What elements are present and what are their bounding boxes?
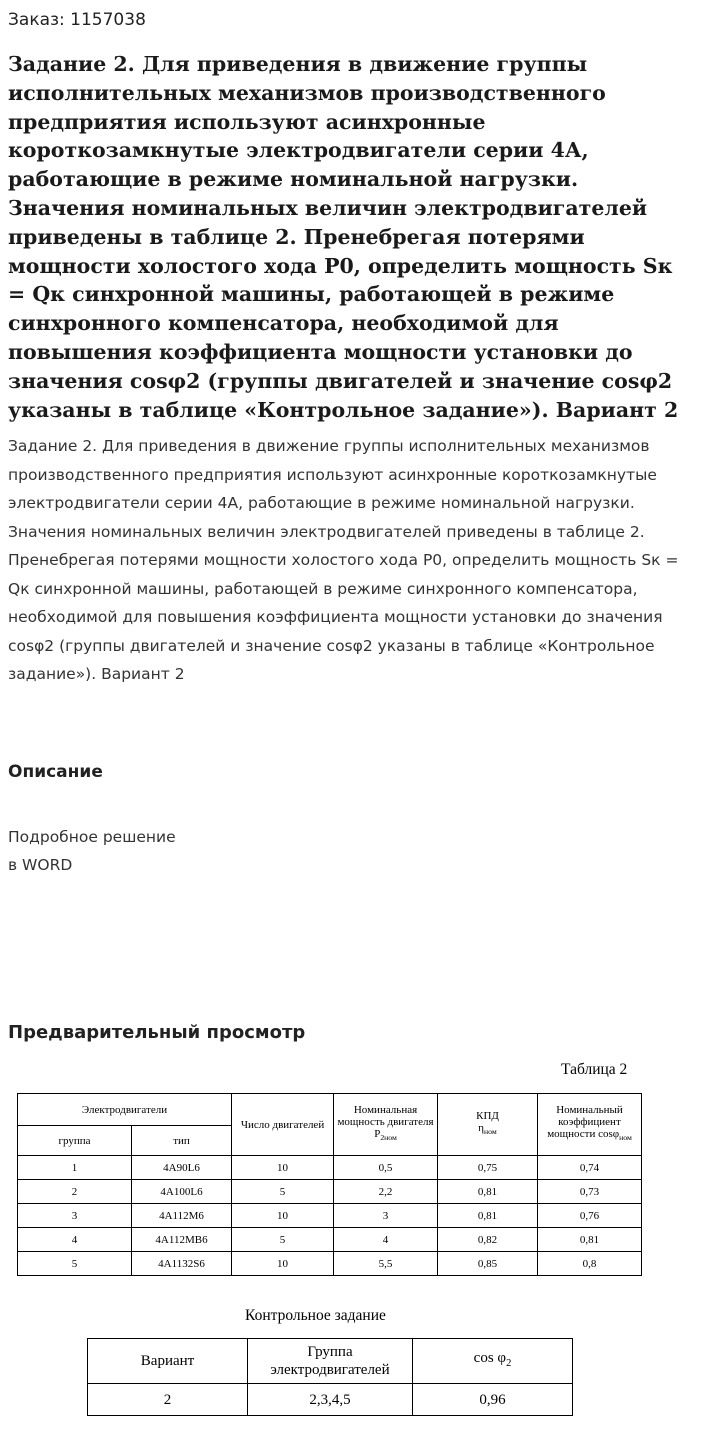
header-power <box>334 1094 438 1156</box>
control-group-value: 2,3,4,5 <box>248 1384 413 1416</box>
table-row <box>18 1180 642 1204</box>
cell-power: 3 <box>334 1204 438 1228</box>
cell-power: 5,5 <box>334 1252 438 1276</box>
header-cos-symbol: cosφ <box>598 1128 620 1141</box>
header-power-label: Номинальная мощность двигателя <box>337 1104 434 1129</box>
motors-table <box>17 1093 642 1276</box>
table-header-row <box>18 1094 642 1126</box>
cell-cos: 0,81 <box>538 1228 642 1252</box>
control-header-cos <box>413 1339 573 1384</box>
header-efficiency-subscript: ном <box>484 1127 497 1137</box>
page-title: Задание 2. Для приведения в движение группы исполнительных механизмов производственного предприятия используют асинхронные короткозамкнутые электродвигатели серии 4А, работающие в режиме номинальной нагрузки. Значения номинальных величин электродвигателей приведены в таблице 2. Пренебрегая потерями мощности холостого хода Р0, определить мощность Sк = Qк синхронной машины, работающей в режиме синхронного компенсатора, необходимой для повышения коэффициента мощности установки до значения cosφ2 (группы двигателей и значение cosφ2 указаны в таблице «Контрольное задание»). Вариант 2 <box>8 52 679 422</box>
table2-caption: Таблица 2 <box>561 1061 628 1078</box>
cell-type: 4A1132S6 <box>132 1252 232 1276</box>
header-efficiency-label: КПД <box>476 1110 499 1123</box>
cell-count: 10 <box>232 1156 334 1180</box>
table-row <box>18 1252 642 1276</box>
cell-group: 3 <box>18 1204 132 1228</box>
header-efficiency-symbol: η <box>478 1122 485 1135</box>
control-cos-value: 0,96 <box>413 1384 573 1416</box>
cell-type: 4A90L6 <box>132 1156 232 1180</box>
cell-cos: 0,73 <box>538 1180 642 1204</box>
cell-type: 4A100L6 <box>132 1180 232 1204</box>
control-header-variant: Вариант <box>88 1339 248 1384</box>
cell-eff: 0,81 <box>438 1204 538 1228</box>
preview-heading: Предварительный просмотр <box>8 1022 306 1043</box>
cell-type: 4A112MB6 <box>132 1228 232 1252</box>
header-efficiency <box>438 1094 538 1156</box>
cell-count: 5 <box>232 1180 334 1204</box>
control-variant-value: 2 <box>88 1384 248 1416</box>
header-power-subscript: 2ном <box>380 1133 397 1143</box>
control-header-row <box>88 1339 573 1384</box>
cell-cos: 0,8 <box>538 1252 642 1276</box>
description-line-2: в WORD <box>8 856 73 874</box>
cell-count: 10 <box>232 1252 334 1276</box>
cell-count: 5 <box>232 1228 334 1252</box>
header-type: тип <box>132 1126 232 1156</box>
cell-group: 4 <box>18 1228 132 1252</box>
cell-group: 5 <box>18 1252 132 1276</box>
description-line-1: Подробное решение <box>8 828 176 846</box>
table-row <box>18 1228 642 1252</box>
control-data-row <box>88 1384 573 1416</box>
cell-cos: 0,76 <box>538 1204 642 1228</box>
header-count: Число двигателей <box>232 1094 334 1156</box>
cell-type: 4A112M6 <box>132 1204 232 1228</box>
cell-group: 2 <box>18 1180 132 1204</box>
header-cos-subscript: ном <box>619 1133 632 1143</box>
control-header-cos-subscript: 2 <box>506 1358 512 1369</box>
description-text <box>8 823 176 879</box>
header-motors: Электродвигатели <box>18 1094 232 1126</box>
cell-cos: 0,74 <box>538 1156 642 1180</box>
cell-eff: 0,85 <box>438 1252 538 1276</box>
cell-eff: 0,75 <box>438 1156 538 1180</box>
table-row <box>18 1204 642 1228</box>
motors-table-body <box>18 1156 642 1276</box>
task-text: Задание 2. Для приведения в движение группы исполнительных механизмов производственного предприятия используют асинхронные короткозамкнутые электродвигатели серии 4А, работающие в режиме номинальной нагрузки. Значения номинальных величин электродвигателей приведены в таблице 2. Пренебрегая потерями мощности холостого хода Р0, определить мощность Sк = Qк синхронной машины, работающей в режиме синхронного компенсатора, необходимой для повышения коэффициента мощности установки до значения cosφ2 (группы двигателей и значение cosφ2 указаны в таблице «Контрольное задание»). Вариант 2 <box>8 437 679 683</box>
cell-count: 10 <box>232 1204 334 1228</box>
cell-eff: 0,81 <box>438 1180 538 1204</box>
cell-power: 4 <box>334 1228 438 1252</box>
control-table <box>87 1338 573 1416</box>
header-cos-label: Номинальный коэффициент мощности <box>547 1104 623 1141</box>
cell-power: 2,2 <box>334 1180 438 1204</box>
header-power-symbol: P <box>374 1128 381 1141</box>
cell-eff: 0,82 <box>438 1228 538 1252</box>
cell-power: 0,5 <box>334 1156 438 1180</box>
header-cos <box>538 1094 642 1156</box>
header-group: группа <box>18 1126 132 1156</box>
description-heading: Описание <box>8 762 103 782</box>
control-header-cos-symbol: cos φ <box>473 1350 507 1366</box>
control-header-group: Группа электродвигателей <box>248 1339 413 1384</box>
table-row <box>18 1156 642 1180</box>
control-caption: Контрольное задание <box>245 1307 386 1324</box>
cell-group: 1 <box>18 1156 132 1180</box>
order-number: Заказ: 1157038 <box>8 10 146 30</box>
